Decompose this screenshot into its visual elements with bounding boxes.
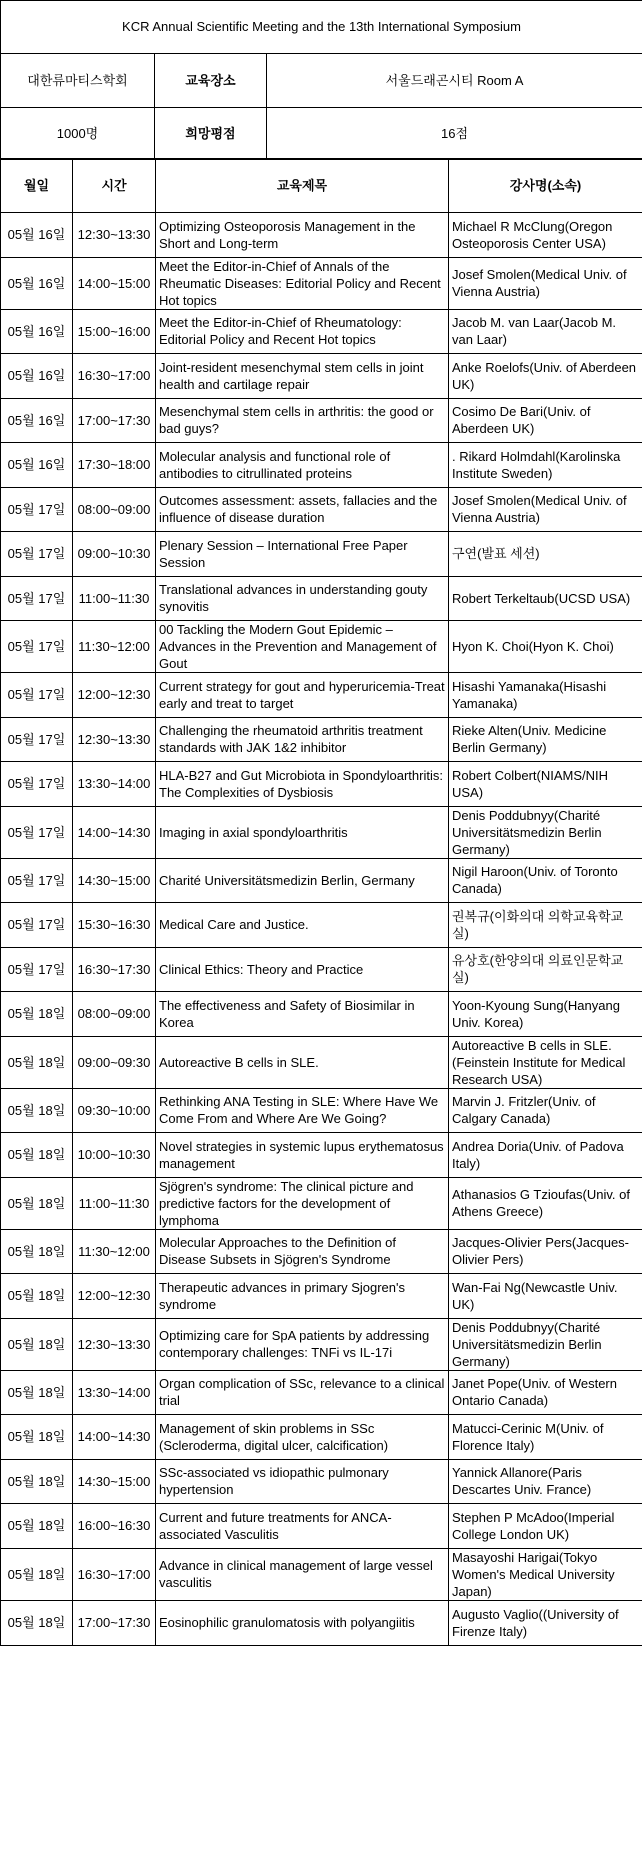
cell-date: 05월 17일 [1, 576, 73, 621]
meeting-title: KCR Annual Scientific Meeting and the 13th International Symposium [1, 1, 642, 54]
cell-time: 16:30~17:00 [73, 354, 156, 399]
cell-date: 05월 16일 [1, 213, 73, 258]
table-row [1, 1088, 642, 1133]
table-row [1, 1133, 642, 1178]
cell-title: Current strategy for gout and hyperuricemia-Treat early and treat to target [156, 673, 449, 718]
cell-date: 05월 17일 [1, 858, 73, 903]
venue-label: 교육장소 [155, 54, 267, 108]
cell-title: Eosinophilic granulomatosis with polyangiitis [156, 1600, 449, 1645]
cell-title: HLA-B27 and Gut Microbiota in Spondyloarthritis: The Complexities of Dysbiosis [156, 762, 449, 807]
capacity: 1000명 [1, 108, 155, 160]
cell-time: 12:00~12:30 [73, 673, 156, 718]
cell-speaker: . Rikard Holmdahl(Karolinska Institute Sweden) [449, 443, 642, 488]
cell-title: Management of skin problems in SSc (Scleroderma, digital ulcer, calcification) [156, 1415, 449, 1460]
table-row [1, 576, 642, 621]
table-row [1, 1036, 642, 1088]
table-row [1, 213, 642, 258]
cell-speaker: 권복규(이화의대 의학교육학교실) [449, 903, 642, 948]
table-row [1, 621, 642, 673]
cell-speaker: Josef Smolen(Medical Univ. of Vienna Austria) [449, 257, 642, 309]
cell-title: Translational advances in understanding gouty synovitis [156, 576, 449, 621]
cell-date: 05월 17일 [1, 903, 73, 948]
cell-date: 05월 18일 [1, 1318, 73, 1370]
cell-title: SSc-associated vs idiopathic pulmonary hypertension [156, 1459, 449, 1504]
cell-title: The effectiveness and Safety of Biosimilar in Korea [156, 992, 449, 1037]
cell-date: 05월 17일 [1, 947, 73, 992]
table-row [1, 1600, 642, 1645]
table-row [1, 903, 642, 948]
cell-speaker: Rieke Alten(Univ. Medicine Berlin Germany) [449, 717, 642, 762]
cell-speaker: Yannick Allanore(Paris Descartes Univ. France) [449, 1459, 642, 1504]
cell-title: Molecular Approaches to the Definition of Disease Subsets in Sjögren's Syndrome [156, 1229, 449, 1274]
organizer: 대한류마티스학회 [1, 54, 155, 108]
cell-time: 11:00~11:30 [73, 576, 156, 621]
table-row [1, 309, 642, 354]
cell-date: 05월 16일 [1, 309, 73, 354]
cell-speaker: Stephen P McAdoo(Imperial College London UK) [449, 1504, 642, 1549]
column-header-time: 시간 [73, 159, 156, 213]
table-header-row [1, 159, 642, 213]
cell-speaker: Denis Poddubnyy(Charité Universitätsmedizin Berlin Germany) [449, 806, 642, 858]
cell-time: 08:00~09:00 [73, 487, 156, 532]
cell-date: 05월 17일 [1, 762, 73, 807]
table-row [1, 1415, 642, 1460]
cell-date: 05월 18일 [1, 1548, 73, 1600]
cell-speaker: Denis Poddubnyy(Charité Universitätsmedizin Berlin Germany) [449, 1318, 642, 1370]
table-row [1, 1370, 642, 1415]
cell-title: Molecular analysis and functional role of antibodies to citrullinated proteins [156, 443, 449, 488]
cell-speaker: Autoreactive B cells in SLE.(Feinstein Institute for Medical Research USA) [449, 1036, 642, 1088]
schedule-rows [1, 213, 642, 1646]
table-row [1, 443, 642, 488]
table-row [1, 1504, 642, 1549]
cell-title: Optimizing care for SpA patients by addressing contemporary challenges: TNFi vs IL-17i [156, 1318, 449, 1370]
cell-title: Therapeutic advances in primary Sjogren's syndrome [156, 1274, 449, 1319]
cell-speaker: Jacques-Olivier Pers(Jacques-Olivier Pers) [449, 1229, 642, 1274]
table-row [1, 532, 642, 577]
cell-time: 17:00~17:30 [73, 1600, 156, 1645]
table-row [1, 673, 642, 718]
cell-date: 05월 18일 [1, 1415, 73, 1460]
cell-date: 05월 18일 [1, 1177, 73, 1229]
cell-time: 08:00~09:00 [73, 992, 156, 1037]
cell-time: 14:00~15:00 [73, 257, 156, 309]
cell-speaker: Masayoshi Harigai(Tokyo Women's Medical University Japan) [449, 1548, 642, 1600]
cell-time: 16:30~17:30 [73, 947, 156, 992]
cell-speaker: Janet Pope(Univ. of Western Ontario Canada) [449, 1370, 642, 1415]
table-row [1, 947, 642, 992]
table-row [1, 858, 642, 903]
cell-speaker: Yoon-Kyoung Sung(Hanyang Univ. Korea) [449, 992, 642, 1037]
cell-title: Challenging the rheumatoid arthritis treatment standards with JAK 1&2 inhibitor [156, 717, 449, 762]
table-row [1, 354, 642, 399]
cell-title: 00 Tackling the Modern Gout Epidemic – Advances in the Prevention and Management of Gout [156, 621, 449, 673]
cell-date: 05월 18일 [1, 1133, 73, 1178]
cell-speaker: Hyon K. Choi(Hyon K. Choi) [449, 621, 642, 673]
cell-date: 05월 18일 [1, 1088, 73, 1133]
cell-time: 17:00~17:30 [73, 398, 156, 443]
venue: 서울드래곤시티 Room A [267, 54, 642, 108]
cell-date: 05월 16일 [1, 354, 73, 399]
header-block [0, 0, 642, 160]
cell-time: 14:30~15:00 [73, 1459, 156, 1504]
cell-title: Sjögren's syndrome: The clinical picture and predictive factors for the development of lymphoma [156, 1177, 449, 1229]
cell-title: Charité Universitätsmedizin Berlin, Germany [156, 858, 449, 903]
cell-speaker: Robert Colbert(NIAMS/NIH USA) [449, 762, 642, 807]
cell-speaker: Marvin J. Fritzler(Univ. of Calgary Canada) [449, 1088, 642, 1133]
cell-time: 16:30~17:00 [73, 1548, 156, 1600]
cell-speaker: Wan-Fai Ng(Newcastle Univ. UK) [449, 1274, 642, 1319]
cell-title: Meet the Editor-in-Chief of Annals of the Rheumatic Diseases: Editorial Policy and Recent Hot topics [156, 257, 449, 309]
cell-time: 09:30~10:00 [73, 1088, 156, 1133]
cell-time: 11:30~12:00 [73, 1229, 156, 1274]
column-header-speaker: 강사명(소속) [449, 159, 642, 213]
cell-time: 13:30~14:00 [73, 762, 156, 807]
table-row [1, 717, 642, 762]
cell-time: 10:00~10:30 [73, 1133, 156, 1178]
cell-date: 05월 16일 [1, 398, 73, 443]
cell-time: 14:00~14:30 [73, 806, 156, 858]
cell-time: 12:00~12:30 [73, 1274, 156, 1319]
table-row [1, 1229, 642, 1274]
cell-title: Rethinking ANA Testing in SLE: Where Have We Come From and Where Are We Going? [156, 1088, 449, 1133]
table-row [1, 806, 642, 858]
cell-time: 09:00~10:30 [73, 532, 156, 577]
cell-time: 14:30~15:00 [73, 858, 156, 903]
cell-speaker: Hisashi Yamanaka(Hisashi Yamanaka) [449, 673, 642, 718]
table-row [1, 1318, 642, 1370]
cell-time: 11:00~11:30 [73, 1177, 156, 1229]
cell-time: 13:30~14:00 [73, 1370, 156, 1415]
cell-title: Autoreactive B cells in SLE. [156, 1036, 449, 1088]
column-header-title: 교육제목 [156, 159, 449, 213]
table-row [1, 1274, 642, 1319]
cell-speaker: Andrea Doria(Univ. of Padova Italy) [449, 1133, 642, 1178]
cell-date: 05월 18일 [1, 1370, 73, 1415]
cell-speaker: 유상호(한양의대 의료인문학교실) [449, 947, 642, 992]
cell-title: Organ complication of SSc, relevance to a clinical trial [156, 1370, 449, 1415]
cell-speaker: Cosimo De Bari(Univ. of Aberdeen UK) [449, 398, 642, 443]
cell-date: 05월 18일 [1, 1274, 73, 1319]
cell-time: 15:00~16:00 [73, 309, 156, 354]
table-row [1, 398, 642, 443]
cell-title: Clinical Ethics: Theory and Practice [156, 947, 449, 992]
table-row [1, 762, 642, 807]
column-header-date: 월일 [1, 159, 73, 213]
cell-date: 05월 17일 [1, 532, 73, 577]
cell-speaker: Robert Terkeltaub(UCSD USA) [449, 576, 642, 621]
cell-date: 05월 17일 [1, 806, 73, 858]
cell-time: 12:30~13:30 [73, 213, 156, 258]
cell-time: 16:00~16:30 [73, 1504, 156, 1549]
cell-speaker: Nigil Haroon(Univ. of Toronto Canada) [449, 858, 642, 903]
table-row [1, 1459, 642, 1504]
table-row [1, 1177, 642, 1229]
cell-time: 09:00~09:30 [73, 1036, 156, 1088]
cell-speaker: Athanasios G Tzioufas(Univ. of Athens Greece) [449, 1177, 642, 1229]
cell-speaker: Augusto Vaglio((University of Firenze Italy) [449, 1600, 642, 1645]
schedule-block [0, 158, 642, 1646]
score: 16점 [267, 108, 642, 160]
cell-speaker: Jacob M. van Laar(Jacob M. van Laar) [449, 309, 642, 354]
cell-date: 05월 18일 [1, 1229, 73, 1274]
cell-time: 14:00~14:30 [73, 1415, 156, 1460]
cell-speaker: 구연(발표 세션) [449, 532, 642, 577]
cell-title: Advance in clinical management of large vessel vasculitis [156, 1548, 449, 1600]
cell-title: Outcomes assessment: assets, fallacies and the influence of disease duration [156, 487, 449, 532]
cell-title: Meet the Editor-in-Chief of Rheumatology: Editorial Policy and Recent Hot topics [156, 309, 449, 354]
cell-time: 12:30~13:30 [73, 717, 156, 762]
schedule-table [0, 158, 642, 1646]
cell-speaker: Matucci-Cerinic M(Univ. of Florence Italy) [449, 1415, 642, 1460]
cell-date: 05월 17일 [1, 621, 73, 673]
cell-title: Medical Care and Justice. [156, 903, 449, 948]
score-label: 희망평점 [155, 108, 267, 160]
cell-date: 05월 18일 [1, 1459, 73, 1504]
cell-speaker: Anke Roelofs(Univ. of Aberdeen UK) [449, 354, 642, 399]
cell-time: 11:30~12:00 [73, 621, 156, 673]
cell-title: Novel strategies in systemic lupus erythematosus management [156, 1133, 449, 1178]
cell-date: 05월 17일 [1, 717, 73, 762]
cell-date: 05월 18일 [1, 1600, 73, 1645]
cell-title: Current and future treatments for ANCA-associated Vasculitis [156, 1504, 449, 1549]
cell-time: 17:30~18:00 [73, 443, 156, 488]
cell-title: Joint-resident mesenchymal stem cells in joint health and cartilage repair [156, 354, 449, 399]
cell-date: 05월 17일 [1, 487, 73, 532]
table-row [1, 487, 642, 532]
table-row [1, 992, 642, 1037]
cell-time: 12:30~13:30 [73, 1318, 156, 1370]
cell-speaker: Josef Smolen(Medical Univ. of Vienna Austria) [449, 487, 642, 532]
header-table [0, 0, 642, 160]
cell-date: 05월 18일 [1, 992, 73, 1037]
cell-date: 05월 18일 [1, 1036, 73, 1088]
table-row [1, 257, 642, 309]
cell-date: 05월 16일 [1, 443, 73, 488]
cell-time: 15:30~16:30 [73, 903, 156, 948]
cell-speaker: Michael R McClung(Oregon Osteoporosis Center USA) [449, 213, 642, 258]
cell-title: Optimizing Osteoporosis Management in the Short and Long-term [156, 213, 449, 258]
table-row [1, 1548, 642, 1600]
cell-title: Mesenchymal stem cells in arthritis: the good or bad guys? [156, 398, 449, 443]
cell-title: Imaging in axial spondyloarthritis [156, 806, 449, 858]
cell-date: 05월 17일 [1, 673, 73, 718]
cell-date: 05월 18일 [1, 1504, 73, 1549]
cell-title: Plenary Session – International Free Paper Session [156, 532, 449, 577]
cell-date: 05월 16일 [1, 257, 73, 309]
